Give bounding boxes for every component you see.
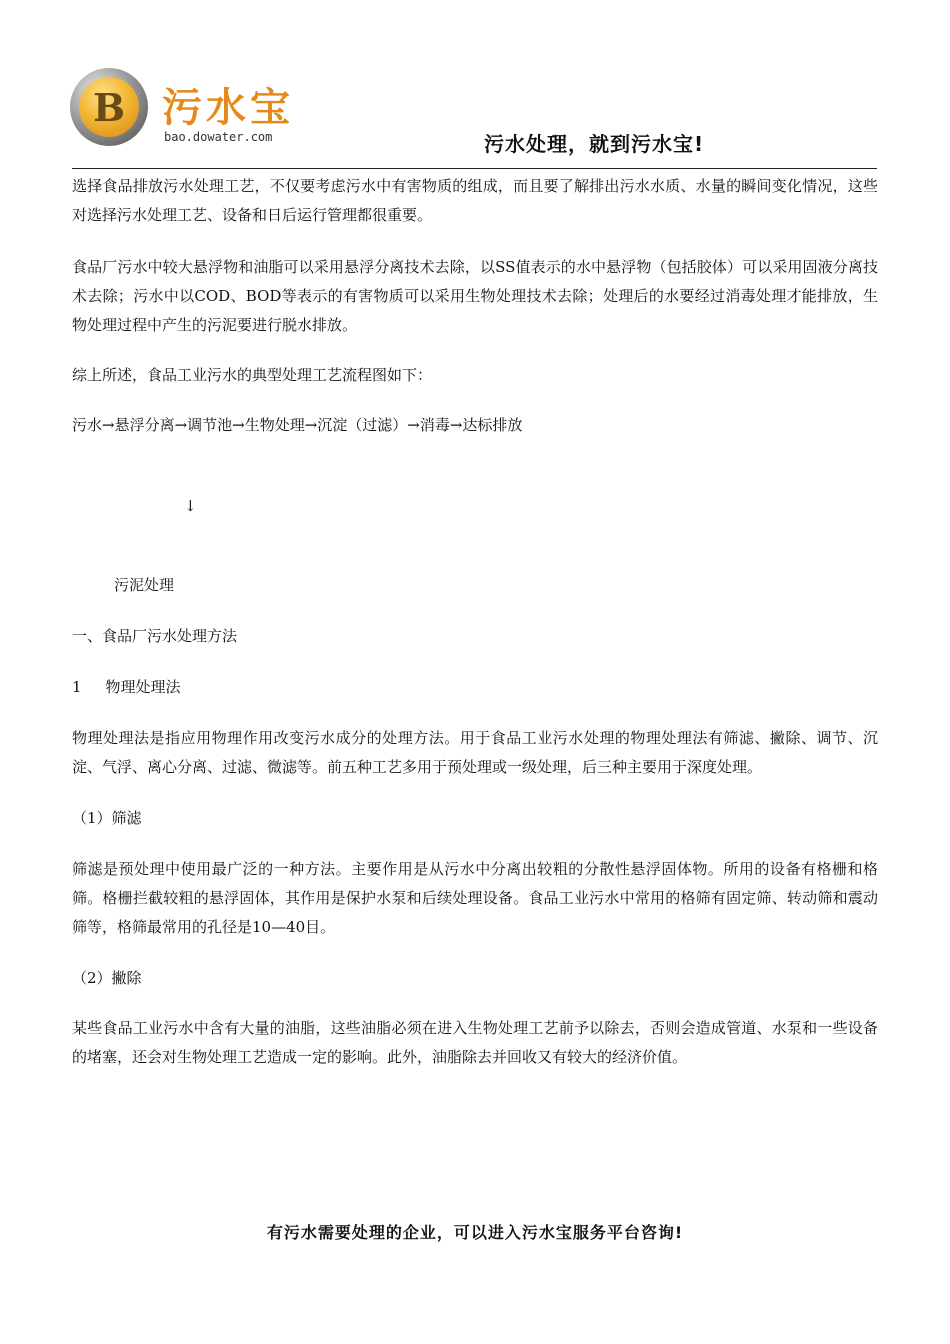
logo-letter: B [92, 84, 126, 130]
header-slogan: 污水处理，就到污水宝! [484, 132, 705, 156]
paragraph-physical-method: 物理处理法是指应用物理作用改变污水成分的处理方法。用于食品工业污水处理的物理处理法有筛滤、撇除、调节、沉淀、气浮、离心分离、过滤、微滤等。前五种工艺多用于预处理或一级处理，后三种主要用于深度处理。 [72, 729, 878, 776]
logo-badge-icon [70, 68, 148, 146]
logo-url: bao.dowater.com [164, 130, 273, 144]
site-logo[interactable] [70, 66, 310, 152]
subsection-title: 物理处理法 [105, 678, 181, 696]
footer-promo: 有污水需要处理的企业，可以进入污水宝服务平台咨询! [266, 1223, 684, 1242]
paragraph-skimming: 某些食品工业污水中含有大量的油脂，这些油脂必须在进入生物处理工艺前予以除去，否则会造成管道、水泵和一些设备的堵塞，还会对生物处理工艺造成一定的影响。此外，油脂除去并回收又有较大的经济价值。 [72, 1019, 878, 1066]
item-heading-skimming: （2）撇除 [72, 969, 142, 987]
subsection-number: 1 [72, 678, 82, 696]
process-flow: 污水→悬浮分离→调节池→生物处理→沉淀（过滤）→消毒→达标排放 [72, 416, 523, 434]
down-arrow-icon: ↓ [184, 497, 197, 515]
section-heading: 一、食品厂污水处理方法 [72, 627, 238, 645]
paragraph-summary: 综上所述，食品工业污水的典型处理工艺流程图如下： [72, 366, 433, 384]
subsection-heading [72, 673, 878, 702]
paragraph-separation: 食品厂污水中较大悬浮物和油脂可以采用悬浮分离技术去除，以SS值表示的水中悬浮物（包括胶体）可以采用固液分离技术去除；污水中以COD、BOD等表示的有害物质可以采用生物处理技术去除；处理后的水要经过消毒处理才能排放，生物处理过程中产生的污泥要进行脱水排放。 [72, 258, 878, 334]
logo-title: 污水宝 [162, 85, 294, 131]
sludge-treatment-label: 污泥处理 [114, 576, 175, 594]
paragraph-intro: 选择食品排放污水处理工艺，不仅要考虑污水中有害物质的组成，而且要了解排出污水水质、水量的瞬间变化情况，这些对选择污水处理工艺、设备和日后运行管理都很重要。 [72, 177, 878, 224]
paragraph-screening: 筛滤是预处理中使用最广泛的一种方法。主要作用是从污水中分离出较粗的分散性悬浮固体物。所用的设备有格栅和格筛。格栅拦截较粗的悬浮固体，其作用是保护水泵和后续处理设备。食品工业污水中常用的格筛有固定筛、转动筛和震动筛等，格筛最常用的孔径是10—40目。 [72, 860, 878, 936]
header-divider [72, 168, 877, 169]
item-heading-screening: （1）筛滤 [72, 809, 142, 827]
